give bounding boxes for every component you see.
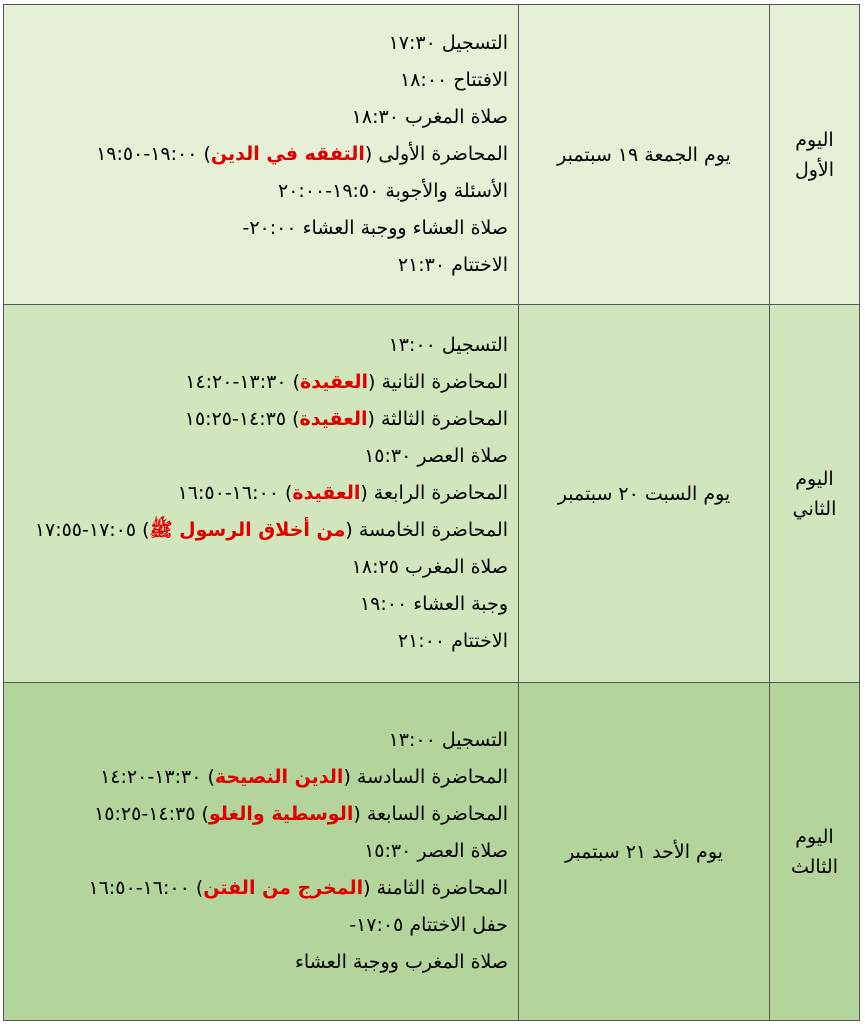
item-text: صلاة المغرب ١٨:٣٠ (351, 106, 508, 128)
program-item (4, 475, 508, 512)
program-item (4, 99, 508, 136)
program-item (4, 833, 508, 870)
program-cell (4, 305, 519, 683)
program-item (4, 759, 508, 796)
lecture-topic: الوسطية والغلو (208, 803, 354, 825)
item-time: ) ١٧:٠٥-١٧:٥٥ (34, 519, 150, 541)
item-time: ) ١٦:٠٠-١٦:٥٠ (177, 482, 293, 504)
lecture-topic: من أخلاق الرسول ﷺ (149, 519, 346, 541)
program-item (4, 944, 508, 981)
program-list (4, 25, 508, 284)
day-row-1 (4, 5, 860, 305)
day-label-line2: الثالث (790, 855, 839, 878)
item-text: التسجيل ١٣:٠٠ (388, 334, 508, 356)
date-text: يوم السبت ٢٠ سبتمبر (557, 482, 731, 505)
day-label-line2: الثاني (792, 497, 837, 520)
item-text: صلاة العصر ١٥:٣٠ (364, 840, 508, 862)
day-label-line1: اليوم (795, 825, 834, 848)
program-item (4, 62, 508, 99)
day-label-line1: اليوم (795, 128, 834, 151)
item-text: المحاضرة الثالثة ( (367, 408, 508, 430)
day-label-cell (770, 5, 860, 305)
program-item (4, 173, 508, 210)
program-cell (4, 5, 519, 305)
item-text: المحاضرة السابعة ( (353, 803, 508, 825)
item-text: الاختتام ٢١:٣٠ (397, 254, 508, 276)
item-text: المحاضرة الخامسة ( (345, 519, 508, 541)
lecture-topic: المخرج من الفتن (203, 877, 364, 899)
day-row-2 (4, 305, 860, 683)
date-text: يوم الجمعة ١٩ سبتمبر (557, 143, 731, 166)
program-cell (4, 683, 519, 1021)
lecture-topic: التفقه في الدين (210, 143, 365, 165)
date-cell (519, 305, 770, 683)
lecture-topic: العقيدة (299, 408, 368, 430)
program-item (4, 438, 508, 475)
day-label-cell (770, 683, 860, 1021)
date-text: يوم الأحد ٢١ سبتمبر (565, 840, 723, 863)
program-item (4, 907, 508, 944)
program-item (4, 136, 508, 173)
item-text: المحاضرة الأولى ( (364, 143, 508, 165)
item-text: المحاضرة الثانية ( (368, 371, 508, 393)
item-text: صلاة المغرب ١٨:٢٥ (351, 556, 508, 578)
program-item (4, 247, 508, 284)
day-label-line1: اليوم (795, 467, 834, 490)
program-item (4, 870, 508, 907)
item-time: ) ١٤:٣٥-١٥:٢٥ (94, 803, 209, 825)
item-time: ) ١٦:٠٠-١٦:٥٠ (88, 877, 204, 899)
program-list (4, 722, 508, 981)
program-item (8, 512, 508, 549)
item-text: المحاضرة الرابعة ( (360, 482, 508, 504)
program-item (4, 327, 508, 364)
program-list (4, 327, 508, 660)
item-time: ) ١٤:٣٥-١٥:٢٥ (184, 408, 300, 430)
item-time: ) ١٣:٣٠-١٤:٢٠ (100, 766, 215, 788)
program-item (4, 796, 508, 833)
item-text: الأسئلة والأجوبة ١٩:٥٠-٢٠:٠٠ (278, 180, 508, 202)
item-time: ) ١٣:٣٠-١٤:٢٠ (185, 371, 301, 393)
program-item (4, 722, 508, 759)
day-row-3 (4, 683, 860, 1021)
day-label-line2: الأول (794, 158, 835, 181)
program-item (4, 364, 508, 401)
item-text: صلاة المغرب ووجبة العشاء (294, 951, 508, 973)
program-item (4, 25, 508, 62)
schedule-table (3, 4, 860, 1021)
day-label-cell (770, 305, 860, 683)
lecture-topic: العقيدة (292, 482, 361, 504)
item-text: حفل الاختتام ١٧:٠٥- (349, 914, 508, 936)
item-text: وجبة العشاء ١٩:٠٠ (359, 593, 508, 615)
item-text: صلاة العصر ١٥:٣٠ (364, 445, 508, 467)
date-cell (519, 5, 770, 305)
item-text: الاختتام ٢١:٠٠ (397, 630, 508, 652)
lecture-topic: الدين النصيحة (214, 766, 344, 788)
program-item (4, 549, 508, 586)
item-text: صلاة العشاء ووجبة العشاء ٢٠:٠٠- (242, 217, 508, 239)
item-text: المحاضرة الثامنة ( (363, 877, 508, 899)
item-text: الافتتاح ١٨:٠٠ (400, 69, 508, 91)
item-text: المحاضرة السادسة ( (343, 766, 508, 788)
item-text: التسجيل ١٧:٣٠ (388, 32, 508, 54)
program-item (4, 623, 508, 660)
date-cell (519, 683, 770, 1021)
item-text: التسجيل ١٣:٠٠ (388, 729, 508, 751)
program-item (4, 210, 508, 247)
program-item (4, 586, 508, 623)
lecture-topic: العقيدة (300, 371, 369, 393)
item-time: ) ١٩:٠٠-١٩:٥٠ (96, 143, 211, 165)
program-item (4, 401, 508, 438)
